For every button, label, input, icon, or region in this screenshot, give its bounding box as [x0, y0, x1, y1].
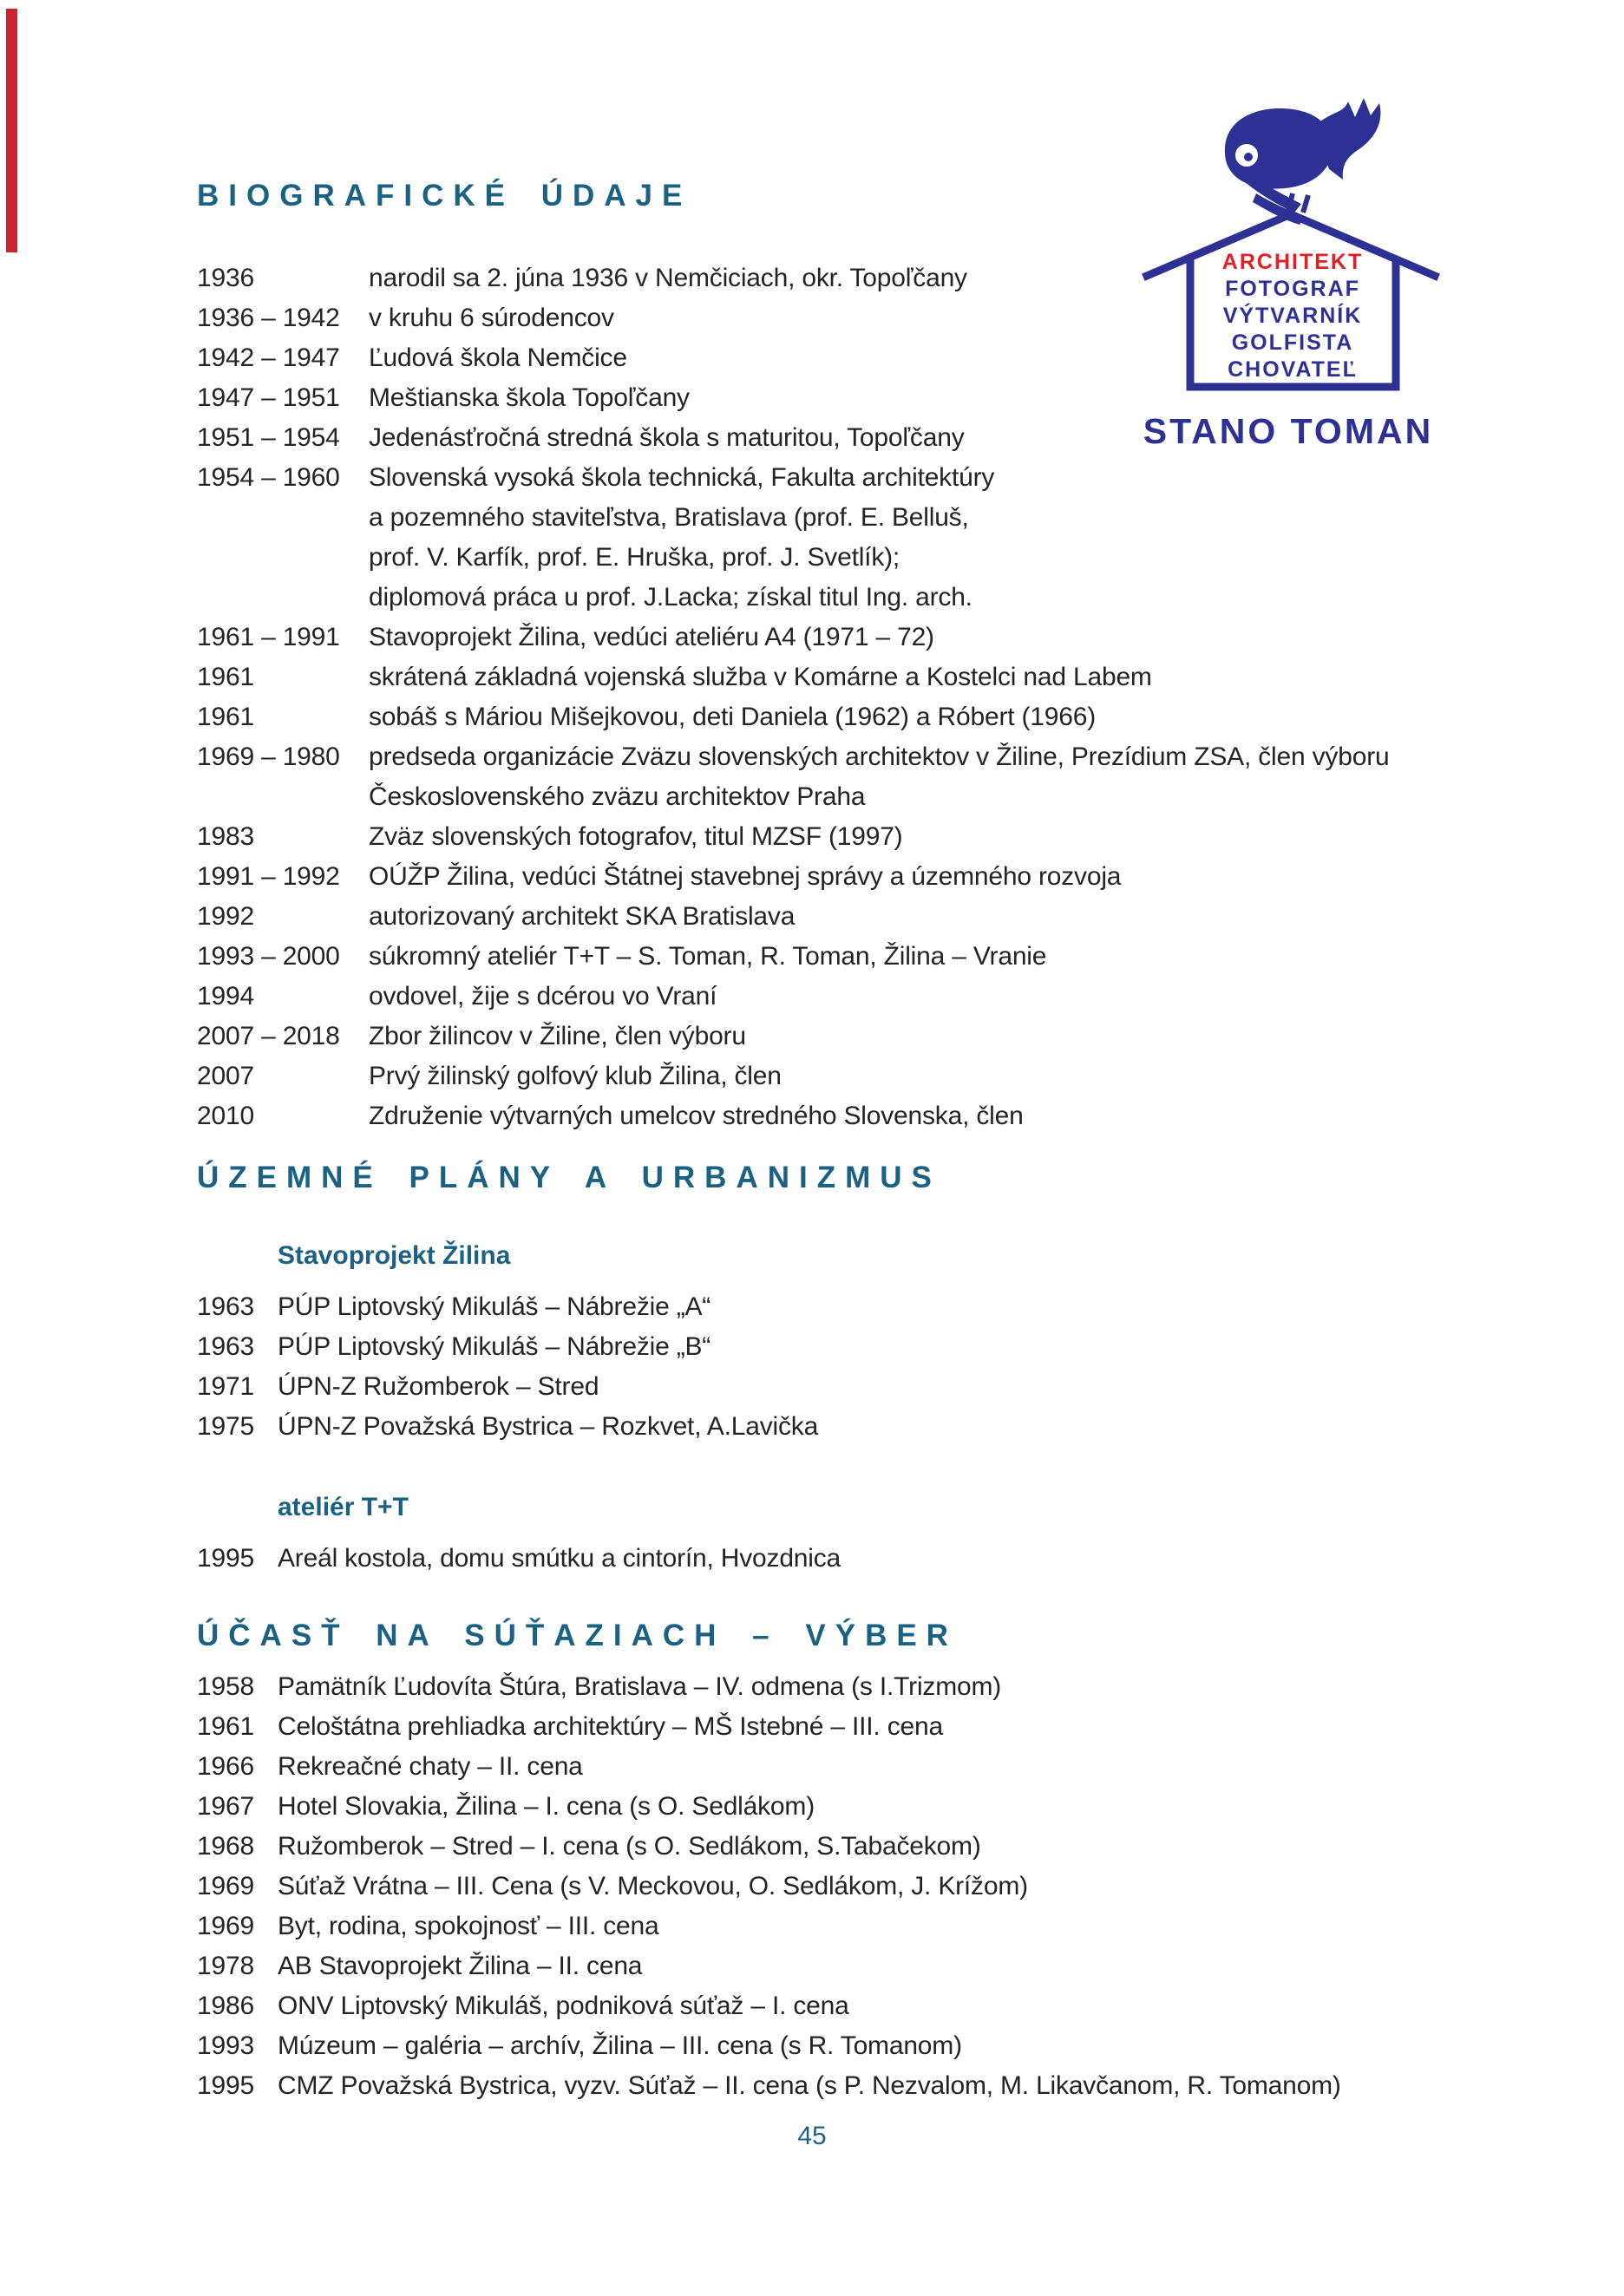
entry-row	[197, 977, 1524, 1017]
logo-profession-list	[1189, 249, 1397, 383]
entry-row	[197, 1787, 1524, 1827]
entry-row	[197, 817, 1524, 857]
entry-text	[278, 1667, 1524, 1707]
entry-line: autorizovaný architekt SKA Bratislava	[369, 902, 796, 931]
entry-date: 1963	[197, 1332, 254, 1361]
entry-date: 1969 – 1980	[197, 742, 340, 771]
entry-text	[278, 1327, 1524, 1367]
entry-row	[197, 1946, 1524, 1986]
entry-row	[197, 458, 1524, 618]
entry-row	[197, 737, 1524, 817]
entry-line: ONV Liptovský Mikuláš, podniková súťaž – I. cena	[278, 1992, 849, 2020]
section-title-biographical-data: BIOGRAFICKÉ ÚDAJE	[197, 179, 692, 213]
bird-icon	[1225, 98, 1381, 225]
entry-line: sobáš s Máriou Mišejkovou, deti Daniela (1962) a Róbert (1966)	[369, 703, 1097, 731]
plans-entry-list-stavoprojekt	[197, 1287, 1524, 1447]
entry-date: 1936	[197, 264, 254, 292]
entry-date: 1961 – 1991	[197, 623, 340, 651]
entry-line: Ružomberok – Stred – I. cena (s O. Sedlákom, S.Tabačekom)	[278, 1832, 981, 1861]
entry-line: súkromný ateliér T+T – S. Toman, R. Toman, Žilina – Vranie	[369, 942, 1047, 971]
entry-date: 1995	[197, 2071, 254, 2100]
entry-date: 1968	[197, 1832, 254, 1861]
entry-date: 1969	[197, 1912, 254, 1940]
entry-date: 1936 – 1942	[197, 304, 340, 332]
entry-line: CMZ Považská Bystrica, vyzv. Súťaž – II. cena (s P. Nezvalom, M. Likavčanom, R. Tomanom)	[278, 2071, 1341, 2100]
subsection-heading-stavoprojekt: Stavoprojekt Žilina	[278, 1241, 511, 1270]
entry-date: 1951 – 1954	[197, 423, 340, 452]
entry-text	[278, 1907, 1524, 1946]
entry-date: 2007	[197, 1062, 254, 1090]
entry-text	[278, 2066, 1524, 2106]
entry-row	[197, 2066, 1524, 2106]
entry-row	[197, 657, 1524, 697]
entry-text	[278, 1367, 1524, 1407]
entry-date: 1961	[197, 1712, 254, 1741]
entry-date: 1958	[197, 1672, 254, 1701]
section-title-competitions: ÚČASŤ NA SÚŤAZIACH – VÝBER	[197, 1619, 958, 1652]
entry-text	[278, 1867, 1524, 1907]
logo-profession-label: ARCHITEKT	[1221, 250, 1364, 274]
stano-toman-logo	[1136, 65, 1440, 399]
entry-row	[197, 857, 1524, 897]
entry-line: narodil sa 2. júna 1936 v Nemčiciach, okr. Topoľčany	[369, 264, 967, 292]
entry-line: Byt, rodina, spokojnosť – III. cena	[278, 1912, 659, 1940]
entry-row	[197, 1747, 1524, 1787]
entry-line: OÚŽP Žilina, vedúci Štátnej stavebnej správy a územného rozvoja	[369, 862, 1122, 891]
logo-person-name: STANO TOMAN	[1143, 411, 1434, 451]
entry-row	[197, 1539, 1524, 1579]
entry-row	[197, 1986, 1524, 2026]
entry-line: PÚP Liptovský Mikuláš – Nábrežie „B“	[278, 1332, 711, 1361]
entry-text	[369, 737, 1524, 817]
entry-date: 1954 – 1960	[197, 463, 340, 492]
entry-row	[197, 897, 1524, 937]
entry-line: Prvý žilinský golfový klub Žilina, člen	[369, 1062, 782, 1090]
entry-line: prof. V. Karfík, prof. E. Hruška, prof. J. Svetlík);	[369, 543, 900, 572]
entry-text	[278, 2026, 1524, 2066]
entry-text	[369, 1017, 1524, 1056]
entry-line: ÚPN-Z Považská Bystrica – Rozkvet, A.Lavička	[278, 1412, 819, 1441]
entry-text	[369, 618, 1524, 657]
entry-line: predseda organizácie Zväzu slovenských architektov v Žiline, Prezídium ZSA, člen výboru	[369, 742, 1390, 771]
entry-date: 1975	[197, 1412, 254, 1441]
entry-text	[369, 937, 1524, 977]
entry-row	[197, 1827, 1524, 1867]
entry-text	[369, 697, 1524, 737]
entry-line: skrátená základná vojenská služba v Komárne a Kostelci nad Labem	[369, 663, 1152, 691]
entry-line: Celoštátna prehliadka architektúry – MŠ Istebné – III. cena	[278, 1712, 943, 1741]
entry-line: a pozemného staviteľstva, Bratislava (prof. E. Belluš,	[369, 503, 969, 532]
entry-line: Jedenásťročná stredná škola s maturitou, Topoľčany	[369, 423, 965, 452]
entry-row	[197, 2026, 1524, 2066]
subsection-heading-atelier-tt: ateliér T+T	[278, 1493, 409, 1521]
entry-date: 1942 – 1947	[197, 343, 340, 372]
logo-profession-label: GOLFISTA	[1231, 330, 1354, 355]
entry-date: 1986	[197, 1992, 254, 2020]
entry-line: Zbor žilincov v Žiline, člen výboru	[369, 1022, 746, 1050]
page-number: 45	[797, 2122, 827, 2150]
chapter-color-bar	[6, 9, 17, 252]
entry-line: diplomová práca u prof. J.Lacka; získal titul Ing. arch.	[369, 583, 972, 612]
entry-line: Československého zväzu architektov Praha	[369, 782, 866, 811]
entry-line: PÚP Liptovský Mikuláš – Nábrežie „A“	[278, 1292, 711, 1321]
entry-line: Pamätník Ľudovíta Štúra, Bratislava – IV. odmena (s I.Trizmom)	[278, 1672, 1002, 1701]
entry-line: Meštianska škola Topoľčany	[369, 383, 690, 412]
entry-date: 1983	[197, 822, 254, 851]
entry-text	[369, 857, 1524, 897]
entry-date: 1971	[197, 1372, 254, 1401]
entry-row	[197, 1096, 1524, 1136]
entry-line: Rekreačné chaty – II. cena	[278, 1752, 583, 1781]
entry-text	[278, 1827, 1524, 1867]
entry-line: Slovenská vysoká škola technická, Fakulta architektúry	[369, 463, 995, 492]
entry-date: 1992	[197, 902, 254, 931]
entry-row	[197, 1867, 1524, 1907]
entry-text	[369, 1056, 1524, 1096]
entry-text	[369, 458, 1524, 618]
entry-text	[278, 1747, 1524, 1787]
entry-date: 1947 – 1951	[197, 383, 340, 412]
entry-row	[197, 1667, 1524, 1707]
entry-row	[197, 1056, 1524, 1096]
entry-date: 1993 – 2000	[197, 942, 340, 971]
entry-date: 1961	[197, 703, 254, 731]
entry-row	[197, 1327, 1524, 1367]
entry-line: Stavoprojekt Žilina, vedúci ateliéru A4 (1971 – 72)	[369, 623, 934, 651]
logo-profession-label: VÝTVARNÍK	[1222, 304, 1363, 328]
section-title-territorial-plans: ÚZEMNÉ PLÁNY A URBANIZMUS	[197, 1161, 941, 1194]
entry-date: 1994	[197, 982, 254, 1011]
entry-text	[278, 1986, 1524, 2026]
entry-date: 1993	[197, 2031, 254, 2060]
entry-line: ÚPN-Z Ružomberok – Stred	[278, 1372, 599, 1401]
entry-text	[369, 1096, 1524, 1136]
entry-text	[369, 897, 1524, 937]
entry-date: 1978	[197, 1952, 254, 1980]
entry-line: ovdovel, žije s dcérou vo Vraní	[369, 982, 717, 1011]
competitions-entry-list	[197, 1667, 1524, 2106]
entry-text	[278, 1287, 1524, 1327]
logo-profession-label: FOTOGRAF	[1225, 277, 1360, 301]
entry-date: 1963	[197, 1292, 254, 1321]
entry-line: Hotel Slovakia, Žilina – I. cena (s O. Sedlákom)	[278, 1792, 815, 1821]
entry-line: Areál kostola, domu smútku a cintorín, Hvozdnica	[278, 1544, 841, 1573]
entry-line: AB Stavoprojekt Žilina – II. cena	[278, 1952, 643, 1980]
entry-date: 1967	[197, 1792, 254, 1821]
plans-entry-list-atelier-tt	[197, 1539, 1524, 1579]
main-content	[197, 179, 1524, 2106]
entry-row	[197, 1017, 1524, 1056]
entry-row	[197, 1907, 1524, 1946]
entry-line: Zväz slovenských fotografov, titul MZSF (1997)	[369, 822, 903, 851]
entry-date: 1969	[197, 1872, 254, 1900]
entry-text	[369, 657, 1524, 697]
entry-text	[278, 1787, 1524, 1827]
entry-text	[369, 817, 1524, 857]
entry-line: Združenie výtvarných umelcov stredného Slovenska, člen	[369, 1102, 1024, 1130]
entry-date: 1991 – 1992	[197, 862, 340, 891]
entry-date: 2010	[197, 1102, 254, 1130]
entry-text	[278, 1707, 1524, 1747]
entry-row	[197, 1367, 1524, 1407]
entry-text	[369, 977, 1524, 1017]
entry-text	[278, 1407, 1524, 1447]
entry-line: Múzeum – galéria – archív, Žilina – III. cena (s R. Tomanom)	[278, 2031, 962, 2060]
entry-line: Ľudová škola Nemčice	[369, 343, 627, 372]
entry-text	[278, 1946, 1524, 1986]
entry-date: 1961	[197, 663, 254, 691]
entry-text	[278, 1539, 1524, 1579]
entry-row	[197, 937, 1524, 977]
entry-row	[197, 697, 1524, 737]
entry-line: v kruhu 6 súrodencov	[369, 304, 614, 332]
entry-date: 2007 – 2018	[197, 1022, 340, 1050]
entry-row	[197, 1407, 1524, 1447]
entry-date: 1966	[197, 1752, 254, 1781]
entry-row	[197, 618, 1524, 657]
entry-date: 1995	[197, 1544, 254, 1573]
logo-profession-label: CHOVATEĽ	[1228, 357, 1358, 382]
entry-row	[197, 1287, 1524, 1327]
entry-line: Súťaž Vrátna – III. Cena (s V. Meckovou, O. Sedlákom, J. Krížom)	[278, 1872, 1028, 1900]
entry-row	[197, 1707, 1524, 1747]
